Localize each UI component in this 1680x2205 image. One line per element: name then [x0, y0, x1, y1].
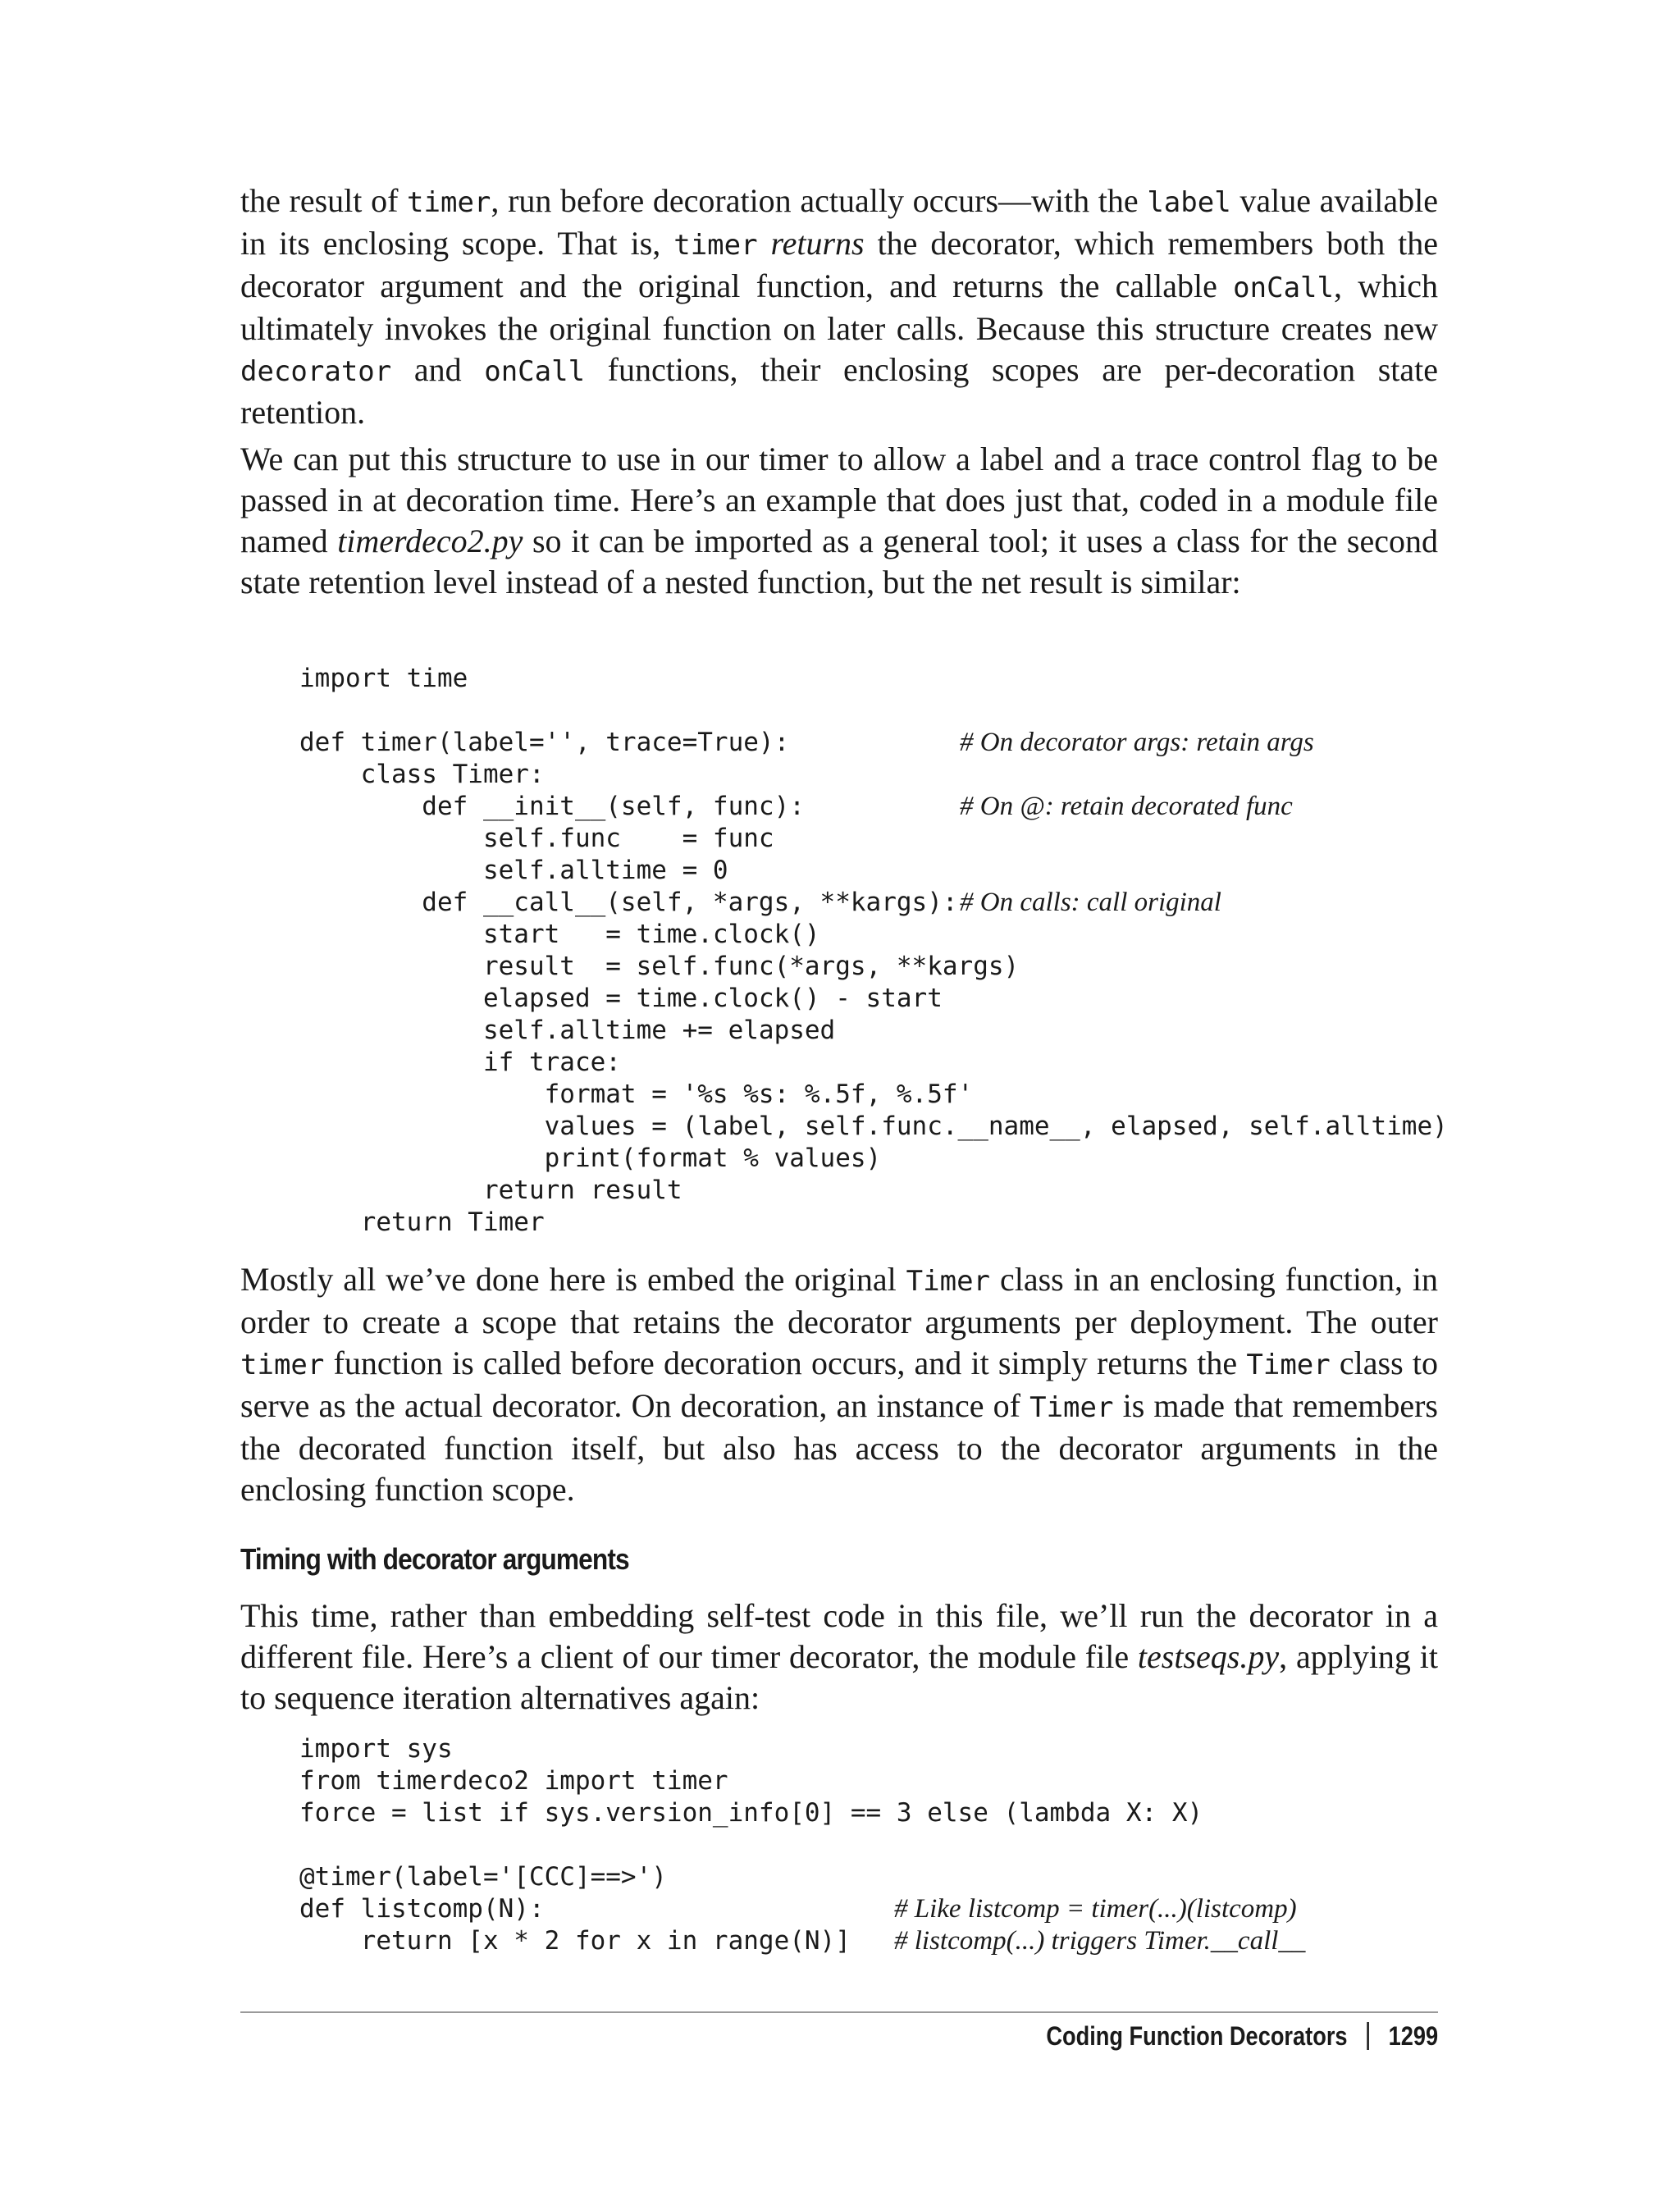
text-run: value available in its enclosing scope. That is,: [240, 182, 1438, 262]
text-run: [758, 225, 771, 262]
footer-separator: [1367, 2022, 1369, 2050]
text-run: , applying it to sequence iteration alternatives again:: [240, 1638, 1438, 1716]
italic-filename: timerdeco2.py: [337, 523, 523, 559]
text-run: is made that remembers the decorated function itself, but also has access to the decorator arguments in the enclosing function scope.: [240, 1387, 1439, 1508]
page-number: 1299: [1388, 2021, 1438, 2051]
code-comment: # On @: retain decorated func: [960, 792, 1293, 821]
code-block-testseqs: import sys from timerdeco2 import timer force = list if sys.version_info[0] == 3 else (lambda X: X) @timer(label='[CCC]==>') def listcomp(N): return [x * 2 for x in range(N)]: [299, 1734, 1203, 1956]
text-run: functions, their enclosing scopes are per-decoration state retention.: [240, 351, 1438, 431]
inline-code: Timer: [1029, 1391, 1114, 1424]
inline-code: Timer: [1246, 1349, 1331, 1381]
text-run: and: [391, 351, 485, 388]
code-comment: # On calls: call original: [960, 888, 1221, 917]
inline-code: timer: [673, 229, 758, 262]
text-run: the result of: [240, 182, 408, 219]
paragraph-4: [240, 1596, 1438, 1719]
paragraph-4-text: [240, 1596, 1438, 1719]
inline-code: onCall: [1233, 272, 1334, 304]
text-run: class in an enclosing function, in order to create a scope that retains the decorator arguments per deployment. The outer: [240, 1261, 1438, 1340]
paragraph-3-text: [240, 1259, 1438, 1510]
code-comment: # listcomp(...) triggers Timer.__call__: [894, 1926, 1306, 1956]
footer-rule: [240, 2011, 1438, 2013]
paragraph-2-text: [240, 439, 1438, 603]
section-subheading: Timing with decorator arguments: [240, 1542, 629, 1576]
text-run: class to serve as the actual decorator. On decoration, an instance of: [240, 1344, 1438, 1424]
text-run: so it can be imported as a general tool; it uses a class for the second state retention level instead of a nested function, but the net result is similar:: [240, 523, 1439, 600]
footer-section-title: Coding Function Decorators: [1046, 2021, 1348, 2051]
text-run: Mostly all we’ve done here is embed the original: [240, 1261, 906, 1298]
inline-code: onCall: [484, 355, 586, 388]
inline-code: timer: [407, 186, 491, 219]
inline-code: label: [1147, 186, 1231, 219]
text-run: function is called before decoration occurs, and it simply returns the: [324, 1344, 1247, 1381]
text-run: We can put this structure to use in our timer to allow a label and a trace control flag to be passed in at decoration time. Here’s an example that does just that, coded in a module file named: [240, 441, 1438, 559]
page-footer: [1046, 2020, 1438, 2052]
text-run: , which ultimately invokes the original function on later calls. Because this structure creates new: [240, 267, 1438, 347]
italic-filename: testseqs.py: [1137, 1638, 1280, 1675]
text-run: This time, rather than embedding self-test code in this file, we’ll run the decorator in a different file. Here’s a client of our timer decorator, the module file: [240, 1597, 1438, 1675]
paragraph-1-text: [240, 180, 1438, 433]
italic-text: returns: [770, 225, 865, 262]
inline-code: decorator: [240, 355, 392, 388]
text-run: the decorator, which remembers both the decorator argument and the original function, and returns the callable: [240, 225, 1439, 304]
code-comment: # Like listcomp = timer(...)(listcomp): [894, 1894, 1297, 1924]
inline-code: Timer: [906, 1265, 991, 1298]
code-block-timerdeco2: import time def timer(label='', trace=True): class Timer: def __init__(self, func): self.func = func self.alltime = 0 def __call__(self, *args, **kargs): start = time.clock() result = self.func(*args, **kargs) elapsed = time.clock() - start self.alltime += elapsed if trace: format = '%s %s: %.5f, %.5f' values = (label, self.func.__name__, elapsed, self.alltime) print(format % values) return result return Timer: [299, 664, 1448, 1237]
paragraph-3: [240, 1259, 1438, 1510]
code-comment: # On decorator args: retain args: [960, 728, 1314, 757]
text-run: , run before decoration actually occurs—with the: [491, 182, 1148, 219]
paragraph-1: [240, 180, 1438, 433]
inline-code: timer: [240, 1349, 325, 1381]
paragraph-2: [240, 439, 1438, 603]
